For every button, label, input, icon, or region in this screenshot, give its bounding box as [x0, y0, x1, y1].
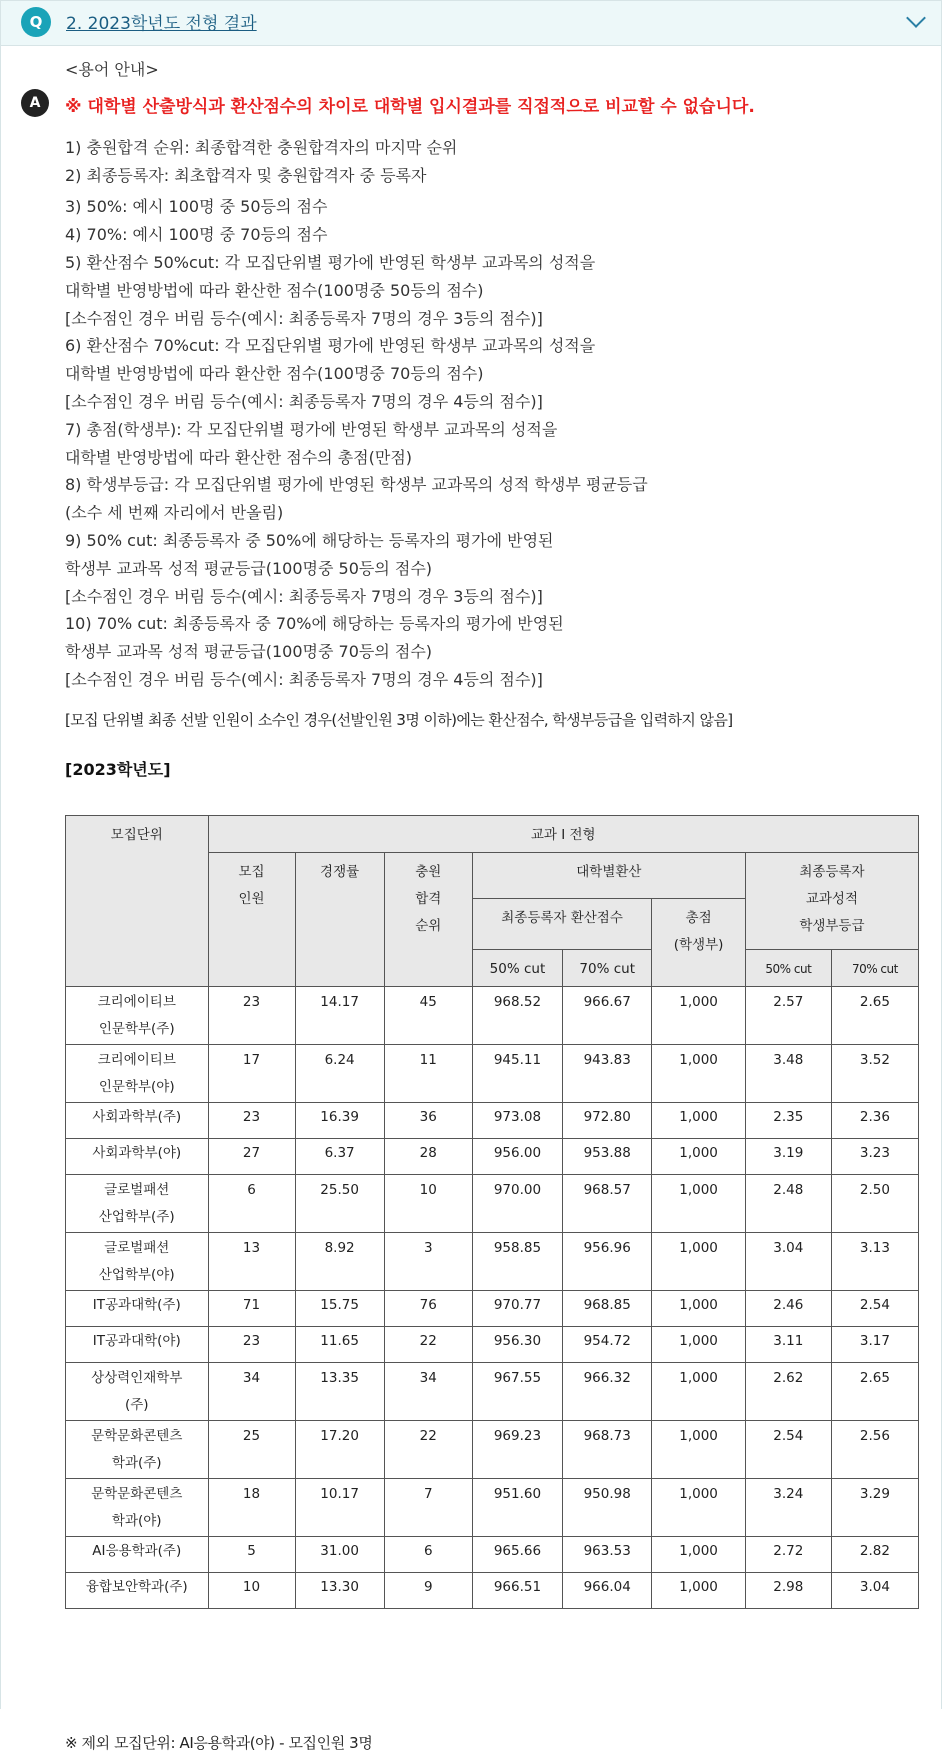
cell-ratio: 13.35: [295, 1363, 384, 1421]
cell-conv-50: 970.00: [472, 1175, 562, 1233]
cell-quota: 25: [208, 1421, 295, 1479]
header-ratio: 경쟁률: [295, 853, 384, 987]
cell-rank: 11: [384, 1045, 472, 1103]
table-row: [66, 1573, 919, 1609]
header-conversion: 대학별환산: [472, 853, 745, 899]
cell-total: 1,000: [652, 987, 746, 1045]
cell-conv-70: 943.83: [563, 1045, 652, 1103]
cell-quota: 23: [208, 1103, 295, 1139]
cell-grade-50: 2.62: [745, 1363, 831, 1421]
header-track: 교과 I 전형: [208, 816, 919, 853]
table-row: [66, 1421, 919, 1479]
cell-grade-70: 3.23: [831, 1139, 918, 1175]
cell-grade-50: 2.48: [745, 1175, 831, 1233]
cell-conv-70: 953.88: [563, 1139, 652, 1175]
cell-rank: 9: [384, 1573, 472, 1609]
cell-grade-50: 3.04: [745, 1233, 831, 1291]
cell-unit: 사회과학부(야): [66, 1139, 209, 1175]
cell-grade-50: 2.46: [745, 1291, 831, 1327]
cell-quota: 34: [208, 1363, 295, 1421]
cell-ratio: 17.20: [295, 1421, 384, 1479]
cell-conv-70: 966.67: [563, 987, 652, 1045]
cell-rank: 36: [384, 1103, 472, 1139]
cell-conv-70: 950.98: [563, 1479, 652, 1537]
cell-grade-70: 3.13: [831, 1233, 918, 1291]
question-badge: Q: [21, 7, 51, 37]
cell-grade-70: 2.65: [831, 987, 918, 1045]
cell-total: 1,000: [652, 1175, 746, 1233]
cell-rank: 3: [384, 1233, 472, 1291]
cell-rank: 6: [384, 1537, 472, 1573]
cell-grade-70: 3.52: [831, 1045, 918, 1103]
cell-grade-50: 2.35: [745, 1103, 831, 1139]
cell-total: 1,000: [652, 1291, 746, 1327]
guide-heading: <용어 안내>: [65, 60, 159, 79]
header-conv-50: 50% cut: [472, 950, 562, 987]
cell-ratio: 11.65: [295, 1327, 384, 1363]
cell-conv-50: 958.85: [472, 1233, 562, 1291]
comparison-warning: ※ 대학별 산출방식과 환산점수의 차이로 대학별 입시결과를 직접적으로 비교할 수 없습니다.: [65, 96, 755, 117]
cell-grade-70: 3.29: [831, 1479, 918, 1537]
definition-line: [소수점인 경우 버림 등수(예시: 최종등록자 7명의 경우 4등의 점수)]: [65, 669, 543, 689]
cell-grade-50: 2.57: [745, 987, 831, 1045]
cell-conv-70: 956.96: [563, 1233, 652, 1291]
header-rank: 충원 합격 순위: [384, 853, 472, 987]
cell-conv-50: 945.11: [472, 1045, 562, 1103]
cell-ratio: 10.17: [295, 1479, 384, 1537]
table-row: [66, 1537, 919, 1573]
table-row: [66, 1479, 919, 1537]
header-unit: 모집단위: [66, 816, 209, 987]
definition-line: 3) 50%: 예시 100명 중 50등의 점수: [65, 197, 328, 217]
header-grade-50: 50% cut: [745, 950, 831, 987]
faq-answer-panel: [0, 46, 942, 1752]
cell-conv-50: 966.51: [472, 1573, 562, 1609]
cell-conv-50: 951.60: [472, 1479, 562, 1537]
cell-total: 1,000: [652, 1233, 746, 1291]
table-row: [66, 1233, 919, 1291]
cell-grade-70: 3.04: [831, 1573, 918, 1609]
cell-grade-50: 2.72: [745, 1537, 831, 1573]
cell-conv-50: 970.77: [472, 1291, 562, 1327]
excluded-units-note: ※ 제외 모집단위: AI응용학과(야) - 모집인원 3명: [65, 1734, 373, 1752]
cell-rank: 76: [384, 1291, 472, 1327]
answer-content: [65, 56, 925, 784]
cell-total: 1,000: [652, 1045, 746, 1103]
cell-conv-70: 968.85: [563, 1291, 652, 1327]
header-total: 총점 (학생부): [652, 899, 746, 987]
definition-line: 4) 70%: 예시 100명 중 70등의 점수: [65, 225, 328, 245]
definition-line: [소수점인 경우 버림 등수(예시: 최종등록자 7명의 경우 4등의 점수)]: [65, 391, 543, 411]
definition-line: 5) 환산점수 50%cut: 각 모집단위별 평가에 반영된 학생부 교과목의 성적을: [65, 252, 596, 272]
cell-conv-50: 956.00: [472, 1139, 562, 1175]
cell-grade-70: 3.17: [831, 1327, 918, 1363]
header-grade-70: 70% cut: [831, 950, 918, 987]
cell-conv-70: 968.57: [563, 1175, 652, 1233]
cell-quota: 10: [208, 1573, 295, 1609]
definition-line: 대학별 반영방법에 따라 환산한 점수(100명중 70등의 점수): [65, 364, 484, 384]
cell-quota: 71: [208, 1291, 295, 1327]
cell-rank: 28: [384, 1139, 472, 1175]
cell-quota: 27: [208, 1139, 295, 1175]
cell-total: 1,000: [652, 1363, 746, 1421]
cell-rank: 45: [384, 987, 472, 1045]
cell-conv-70: 972.80: [563, 1103, 652, 1139]
cell-grade-50: 3.19: [745, 1139, 831, 1175]
cell-rank: 22: [384, 1421, 472, 1479]
cell-rank: 10: [384, 1175, 472, 1233]
table-row: [66, 1291, 919, 1327]
table-row: [66, 1139, 919, 1175]
definition-line: [소수점인 경우 버림 등수(예시: 최종등록자 7명의 경우 3등의 점수)]: [65, 308, 543, 328]
faq-question-header[interactable]: [0, 0, 942, 46]
definition-line: 2) 최종등록자: 최초합격자 및 충원합격자 중 등록자: [65, 165, 427, 185]
cell-quota: 23: [208, 1327, 295, 1363]
header-conv-score: 최종등록자 환산점수: [472, 899, 651, 950]
definition-line: 7) 총점(학생부): 각 모집단위별 평가에 반영된 학생부 교과목의 성적을: [65, 419, 558, 439]
cell-ratio: 16.39: [295, 1103, 384, 1139]
definition-line: 10) 70% cut: 최종등록자 중 70%에 해당하는 등록자의 평가에 반영된: [65, 614, 564, 634]
definition-line: [소수점인 경우 버림 등수(예시: 최종등록자 7명의 경우 3등의 점수)]: [65, 586, 543, 606]
cell-quota: 13: [208, 1233, 295, 1291]
cell-conv-70: 954.72: [563, 1327, 652, 1363]
cell-conv-50: 973.08: [472, 1103, 562, 1139]
cell-grade-70: 2.65: [831, 1363, 918, 1421]
cell-quota: 18: [208, 1479, 295, 1537]
cell-grade-50: 3.48: [745, 1045, 831, 1103]
cell-total: 1,000: [652, 1537, 746, 1573]
definition-line: 대학별 반영방법에 따라 환산한 점수(100명중 50등의 점수): [65, 280, 484, 300]
cell-conv-70: 968.73: [563, 1421, 652, 1479]
cell-ratio: 6.37: [295, 1139, 384, 1175]
table-row: [66, 1327, 919, 1363]
cell-grade-70: 2.56: [831, 1421, 918, 1479]
cell-unit: 융합보안학과(주): [66, 1573, 209, 1609]
definition-line: 대학별 반영방법에 따라 환산한 점수의 총점(만점): [65, 447, 413, 467]
cell-grade-70: 2.54: [831, 1291, 918, 1327]
cell-grade-70: 2.82: [831, 1537, 918, 1573]
cell-total: 1,000: [652, 1327, 746, 1363]
cell-unit: AI응용학과(주): [66, 1537, 209, 1573]
header-quota: 모집 인원: [208, 853, 295, 987]
cell-conv-50: 967.55: [472, 1363, 562, 1421]
cell-conv-50: 965.66: [472, 1537, 562, 1573]
cell-grade-70: 2.36: [831, 1103, 918, 1139]
admission-results-table: [65, 815, 919, 1609]
cell-conv-50: 969.23: [472, 1421, 562, 1479]
cell-quota: 17: [208, 1045, 295, 1103]
cell-unit: 사회과학부(주): [66, 1103, 209, 1139]
cell-grade-70: 2.50: [831, 1175, 918, 1233]
cell-conv-50: 956.30: [472, 1327, 562, 1363]
cell-grade-50: 3.24: [745, 1479, 831, 1537]
cell-total: 1,000: [652, 1479, 746, 1537]
cell-conv-70: 966.04: [563, 1573, 652, 1609]
cell-total: 1,000: [652, 1103, 746, 1139]
cell-rank: 22: [384, 1327, 472, 1363]
cell-ratio: 8.92: [295, 1233, 384, 1291]
cell-total: 1,000: [652, 1573, 746, 1609]
table-row: [66, 1103, 919, 1139]
cell-grade-50: 2.54: [745, 1421, 831, 1479]
cell-unit: 상상력인재학부 (주): [66, 1363, 209, 1421]
cell-unit: 글로벌패션 산업학부(주): [66, 1175, 209, 1233]
cell-rank: 7: [384, 1479, 472, 1537]
year-title: [2023학년도]: [65, 759, 171, 779]
cell-ratio: 25.50: [295, 1175, 384, 1233]
term-definitions: [65, 134, 925, 694]
cell-unit: IT공과대학(주): [66, 1291, 209, 1327]
cell-unit: 크리에이티브 인문학부(야): [66, 1045, 209, 1103]
chevron-down-icon[interactable]: [906, 8, 926, 28]
header-conv-70: 70% cut: [563, 950, 652, 987]
table-row: [66, 987, 919, 1045]
cell-unit: 글로벌패션 산업학부(야): [66, 1233, 209, 1291]
cell-unit: IT공과대학(야): [66, 1327, 209, 1363]
cell-rank: 34: [384, 1363, 472, 1421]
cell-quota: 23: [208, 987, 295, 1045]
cell-grade-50: 2.98: [745, 1573, 831, 1609]
cell-conv-70: 966.32: [563, 1363, 652, 1421]
cell-unit: 크리에이티브 인문학부(주): [66, 987, 209, 1045]
selection-note: [모집 단위별 최종 선발 인원이 소수인 경우(선발인원 3명 이하)에는 환산점수, 학생부등급을 입력하지 않음]: [65, 710, 733, 729]
cell-ratio: 15.75: [295, 1291, 384, 1327]
definition-line: 6) 환산점수 70%cut: 각 모집단위별 평가에 반영된 학생부 교과목의 성적을: [65, 336, 596, 356]
table-row: [66, 1045, 919, 1103]
question-title-link[interactable]: 2. 2023학년도 전형 결과: [66, 14, 257, 34]
definition-line: 1) 충원합격 순위: 최종합격한 충원합격자의 마지막 순위: [65, 137, 458, 157]
cell-ratio: 6.24: [295, 1045, 384, 1103]
answer-badge: A: [21, 89, 49, 117]
cell-grade-50: 3.11: [745, 1327, 831, 1363]
cell-ratio: 13.30: [295, 1573, 384, 1609]
header-grade-group: 최종등록자 교과성적 학생부등급: [745, 853, 918, 950]
cell-total: 1,000: [652, 1139, 746, 1175]
cell-conv-50: 968.52: [472, 987, 562, 1045]
cell-unit: 문학문화콘텐츠 학과(야): [66, 1479, 209, 1537]
definition-line: 8) 학생부등급: 각 모집단위별 평가에 반영된 학생부 교과목의 성적 학생부 평균등급: [65, 475, 648, 495]
cell-quota: 6: [208, 1175, 295, 1233]
table-row: [66, 1363, 919, 1421]
cell-ratio: 31.00: [295, 1537, 384, 1573]
cell-ratio: 14.17: [295, 987, 384, 1045]
definition-line: (소수 세 번째 자리에서 반올림): [65, 503, 284, 523]
cell-total: 1,000: [652, 1421, 746, 1479]
cell-conv-70: 963.53: [563, 1537, 652, 1573]
cell-quota: 5: [208, 1537, 295, 1573]
definition-line: 9) 50% cut: 최종등록자 중 50%에 해당하는 등록자의 평가에 반영된: [65, 530, 554, 550]
definition-line: 학생부 교과목 성적 평균등급(100명중 50등의 점수): [65, 558, 433, 578]
table-row: [66, 1175, 919, 1233]
cell-unit: 문학문화콘텐츠 학과(주): [66, 1421, 209, 1479]
definition-line: 학생부 교과목 성적 평균등급(100명중 70등의 점수): [65, 642, 433, 662]
